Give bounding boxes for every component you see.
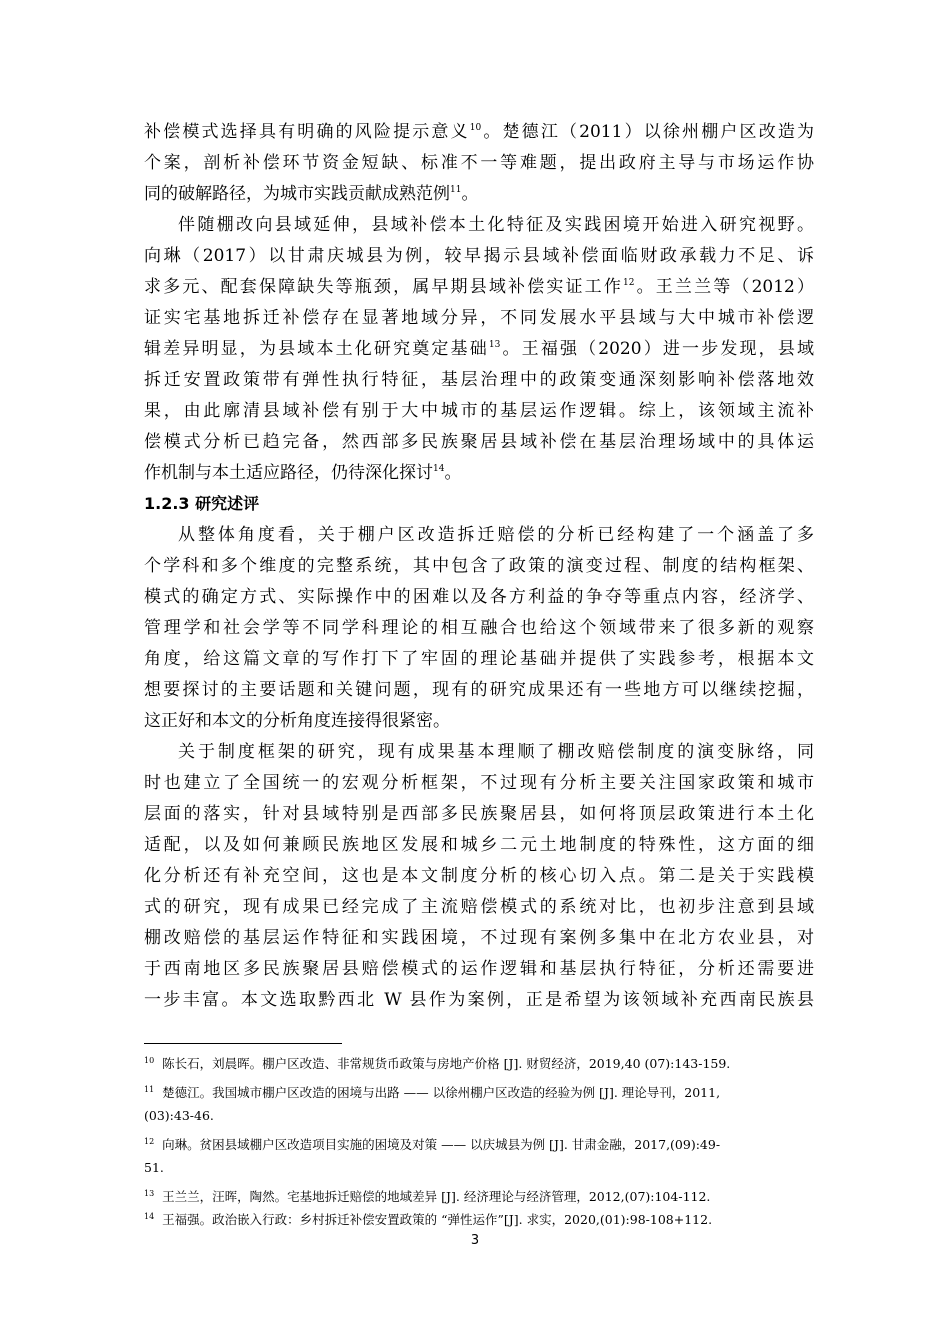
body-line: 棚改赔偿的基层运作特征和实践困境，不过现有案例多集中在北方农业县，对: [144, 928, 814, 948]
body-line: 辑差异明显，为县域本土化研究奠定基础$^{13}$。王福强（2020）进一步发现，县域: [144, 339, 815, 359]
footnote-13: $^{13}$ 王兰兰，汪晖，陶然。宅基地拆迁赔偿的地域差异 [J]. 经济理论与经济管理，2012,(07):104-112.: [144, 1189, 711, 1204]
body-line: 补偿模式选择具有明确的风险提示意义$^{10}$。楚德江（2011）以徐州棚户区改造为: [144, 122, 815, 142]
footnote-14: $^{14}$ 王福强。政治嵌入行政：乡村拆迁补偿安置政策的 “弹性运作”[J]. 求实，2020,(01):98-108+112.: [144, 1212, 713, 1227]
body-line: 求多元、配套保障缺失等瓶颈，属早期县域补偿实证工作$^{12}$。王兰兰等（2012）: [144, 277, 814, 297]
body-line: 果，由此廓清县域补偿有别于大中城市的基层运作逻辑。综上，该领域主流补: [144, 401, 814, 421]
footnote-ref[interactable]: 13: [488, 340, 501, 350]
body-line: 个学科和多个维度的完整系统，其中包含了政策的演变过程、制度的结构框架、: [144, 556, 814, 576]
section-heading: 1.2.3 研究述评: [144, 494, 260, 513]
body-line: 管理学和社会学等不同学科理论的相互融合也给这个领域带来了很多新的观察: [144, 618, 814, 638]
footnote-separator: [144, 1043, 342, 1044]
footnote-11-cont: (03):43-46.: [144, 1108, 214, 1123]
body-line: 拆迁安置政策带有弹性执行特征，基层治理中的政策变通深刻影响补偿落地效: [144, 370, 814, 390]
body-line: 伴随棚改向县域延伸，县域补偿本土化特征及实践困境开始进入研究视野。: [178, 215, 814, 235]
body-line: 一步丰富。本文选取黔西北 W 县作为案例，正是希望为该领域补充西南民族县: [144, 990, 814, 1010]
body-line: 关于制度框架的研究，现有成果基本理顺了棚改赔偿制度的演变脉络，同: [178, 742, 814, 762]
footnote-12: $^{12}$ 向琳。贫困县域棚户区改造项目实施的困境及对策 —— 以庆城县为例 [J]. 甘肃金融，2017,(09):49-: [144, 1137, 721, 1152]
body-line: 作机制与本土适应路径，仍待深化探讨$^{14}$。: [144, 463, 462, 483]
body-line: 同的破解路径，为城市实践贡献成熟范例$^{11}$。: [144, 184, 479, 204]
body-line: 适配，以及如何兼顾民族地区发展和城乡二元土地制度的特殊性，这方面的细: [144, 835, 814, 855]
body-line: 化分析还有补充空间，这也是本文制度分析的核心切入点。第二是关于实践模: [144, 866, 814, 886]
footnote-ref[interactable]: 12: [623, 278, 635, 288]
body-line: 角度，给这篇文章的写作打下了牢固的理论基础并提供了实践参考，根据本文: [144, 649, 814, 669]
body-line: 这正好和本文的分析角度连接得很紧密。: [144, 711, 450, 731]
footnote-11: $^{11}$ 楚德江。我国城市棚户区改造的困境与出路 —— 以徐州棚户区改造的经验为例 [J]. 理论导刊，2011,: [144, 1085, 721, 1100]
body-line: 式的研究，现有成果已经完成了主流赔偿模式的系统对比，也初步注意到县域: [144, 897, 814, 917]
footnote-ref[interactable]: 10: [469, 123, 482, 133]
body-line: 向琳（2017）以甘肃庆城县为例，较早揭示县域补偿面临财政承载力不足、诉: [144, 246, 814, 266]
body-line: 想要探讨的主要话题和关键问题，现有的研究成果还有一些地方可以继续挖掘，: [144, 680, 814, 700]
body-line: 从整体角度看，关于棚户区改造拆迁赔偿的分析已经构建了一个涵盖了多: [178, 525, 814, 545]
body-line: 证实宅基地拆迁补偿存在显著地域分异，不同发展水平县域与大中城市补偿逻: [144, 308, 814, 328]
footnote-ref[interactable]: 11: [450, 185, 462, 195]
body-line: 模式的确定方式、实际操作中的困难以及各方利益的争夺等重点内容，经济学、: [144, 587, 814, 607]
body-line: 于西南地区多民族聚居县赔偿模式的运作逻辑和基层执行特征，分析还需要进: [144, 959, 814, 979]
footnote-ref[interactable]: 14: [433, 464, 445, 474]
footnote-10: $^{10}$ 陈长石，刘晨晖。棚户区改造、非常规货币政策与房地产价格 [J]. 财贸经济，2019,40 (07):143-159.: [144, 1056, 731, 1071]
page-number: 3: [470, 1233, 480, 1248]
body-line: 层面的落实，针对县域特别是西部多民族聚居县，如何将顶层政策进行本土化: [144, 804, 814, 824]
body-line: 时也建立了全国统一的宏观分析框架，不过现有分析主要关注国家政策和城市: [144, 773, 814, 793]
footnote-12-cont: 51.: [144, 1160, 164, 1175]
body-line: 偿模式分析已趋完备，然西部多民族聚居县域补偿在基层治理场域中的具体运: [144, 432, 814, 452]
body-line: 个案，剖析补偿环节资金短缺、标准不一等难题，提出政府主导与市场运作协: [144, 153, 814, 173]
